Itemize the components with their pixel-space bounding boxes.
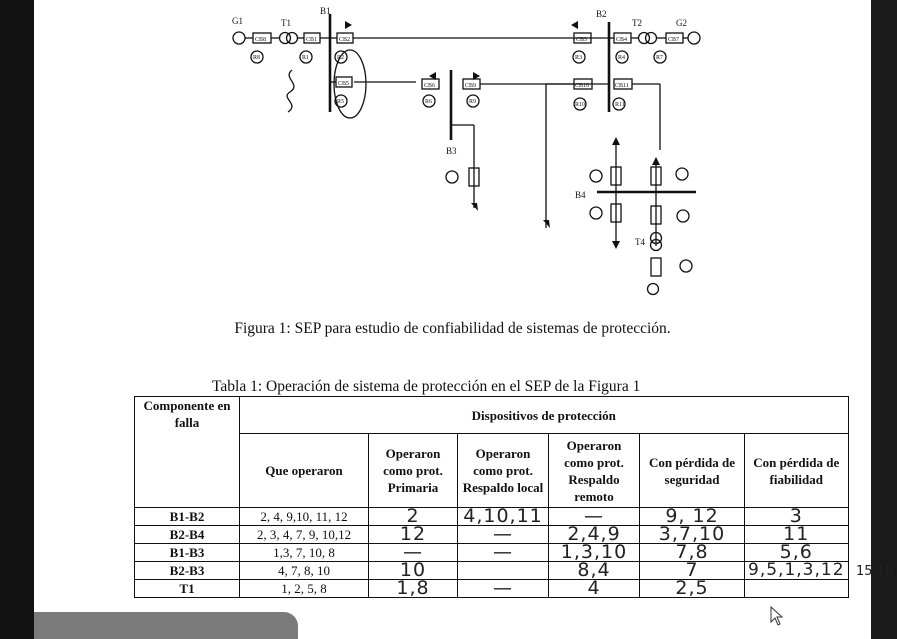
relay-label-r4: R4 bbox=[618, 55, 626, 61]
protection-table bbox=[134, 396, 849, 598]
col-reliability: Con pérdida de fiabilidad bbox=[745, 434, 849, 508]
relay-label-r3: R3 bbox=[575, 55, 583, 61]
breaker-label-cb4: CB4 bbox=[616, 37, 628, 43]
table-row bbox=[135, 544, 849, 562]
cell-operated: 2, 4, 9,10, 11, 12 bbox=[240, 508, 369, 526]
cell-reliability bbox=[745, 580, 849, 598]
bus-label-b2: B2 bbox=[596, 9, 607, 19]
col-security: Con pérdida de seguridad bbox=[640, 434, 745, 508]
table-row bbox=[135, 562, 849, 580]
breaker-label-cb8: CB8 bbox=[255, 37, 267, 43]
cell-remote: 1,3,10 bbox=[549, 544, 640, 562]
relay-label-r10: R10 bbox=[575, 102, 586, 108]
cell-local: — bbox=[458, 544, 549, 562]
table-caption: Tabla 1: Operación de sistema de protección en el SEP de la Figura 1 bbox=[212, 378, 641, 395]
breaker-label-cb5: CB5 bbox=[338, 81, 350, 87]
trafo-label-t1: T1 bbox=[281, 18, 291, 28]
table-row bbox=[135, 580, 849, 598]
cell-component: T1 bbox=[135, 580, 240, 598]
cell-operated: 4, 7, 8, 10 bbox=[240, 562, 369, 580]
breaker-label-cb9: CB9 bbox=[465, 83, 477, 89]
cell-component: B1-B3 bbox=[135, 544, 240, 562]
figure-caption: Figura 1: SEP para estudio de confiabilidad de sistemas de protección. bbox=[234, 320, 671, 337]
cell-security: 7 bbox=[640, 562, 745, 580]
breaker-label-cb3: CB3 bbox=[576, 37, 588, 43]
breaker-label-cb11: CB11 bbox=[615, 83, 629, 89]
cell-reliability: 11 bbox=[745, 526, 849, 544]
cell-primary: — bbox=[369, 544, 458, 562]
trafo-label-t2: T2 bbox=[632, 18, 642, 28]
cell-remote: — bbox=[549, 508, 640, 526]
handwritten-overflow-note: 15,16 bbox=[856, 564, 894, 579]
cell-security: 3,7,10 bbox=[640, 526, 745, 544]
cell-remote: 4 bbox=[549, 580, 640, 598]
cell-component: B2-B4 bbox=[135, 526, 240, 544]
cell-operated: 2, 3, 4, 7, 9, 10,12 bbox=[240, 526, 369, 544]
mouse-cursor-icon bbox=[770, 606, 784, 626]
trafo-label-t4: T4 bbox=[635, 237, 645, 247]
cell-reliability: 9,5,1,3,12 bbox=[745, 562, 849, 580]
viewer-left-edge bbox=[0, 0, 34, 639]
bus-label-b1: B1 bbox=[320, 6, 331, 16]
col-operated: Que operaron bbox=[240, 434, 369, 508]
cell-security: 2,5 bbox=[640, 580, 745, 598]
cell-local: — bbox=[458, 580, 549, 598]
cell-reliability: 5,6 bbox=[745, 544, 849, 562]
relay-label-r6: R6 bbox=[425, 99, 433, 105]
bus-label-b4: B4 bbox=[575, 190, 586, 200]
bus-label-b3: B3 bbox=[446, 146, 457, 156]
relay-label-r7: R7 bbox=[656, 55, 664, 61]
relay-label-r1: R1 bbox=[302, 55, 310, 61]
sep-diagram bbox=[34, 0, 871, 310]
relay-label-r8: R8 bbox=[253, 55, 261, 61]
relay-label-r5: R5 bbox=[337, 99, 345, 105]
cell-primary: 1,8 bbox=[369, 580, 458, 598]
cell-component: B2-B3 bbox=[135, 562, 240, 580]
cell-security: 9, 12 bbox=[640, 508, 745, 526]
table-row bbox=[135, 508, 849, 526]
relay-label-r2: R2 bbox=[337, 55, 345, 61]
breaker-label-cb10: CB10 bbox=[575, 83, 590, 89]
viewer-toolbar[interactable] bbox=[34, 612, 298, 639]
cell-local: — bbox=[458, 526, 549, 544]
cell-remote: 8,4 bbox=[549, 562, 640, 580]
gen-label-g2: G2 bbox=[676, 18, 687, 28]
cell-primary: 12 bbox=[369, 526, 458, 544]
cell-primary: 2 bbox=[369, 508, 458, 526]
col-local: Operaron como prot. Respaldo local bbox=[458, 434, 549, 508]
header-component: Componente en falla bbox=[135, 397, 240, 508]
cell-reliability: 3 bbox=[745, 508, 849, 526]
breaker-label-cb6: CB6 bbox=[424, 83, 436, 89]
document-page bbox=[34, 0, 871, 639]
breaker-label-cb2: CB2 bbox=[339, 37, 351, 43]
gen-label-g1: G1 bbox=[232, 16, 243, 26]
table-row bbox=[135, 526, 849, 544]
cell-component: B1-B2 bbox=[135, 508, 240, 526]
cell-security: 7,8 bbox=[640, 544, 745, 562]
header-devices: Dispositivos de protección bbox=[240, 397, 849, 434]
breaker-label-cb7: CB7 bbox=[668, 37, 680, 43]
cell-operated: 1, 2, 5, 8 bbox=[240, 580, 369, 598]
breaker-label-cb1: CB1 bbox=[306, 37, 318, 43]
relay-label-r9: R9 bbox=[469, 99, 477, 105]
cell-primary: 10 bbox=[369, 562, 458, 580]
cell-local: 4,10,11 bbox=[458, 508, 549, 526]
col-primary: Operaron como prot. Primaria bbox=[369, 434, 458, 508]
cell-operated: 1,3, 7, 10, 8 bbox=[240, 544, 369, 562]
relay-label-r11: R11 bbox=[615, 102, 625, 108]
cell-remote: 2,4,9 bbox=[549, 526, 640, 544]
col-remote: Operaron como prot. Respaldo remoto bbox=[549, 434, 640, 508]
viewer-right-edge bbox=[871, 0, 897, 639]
